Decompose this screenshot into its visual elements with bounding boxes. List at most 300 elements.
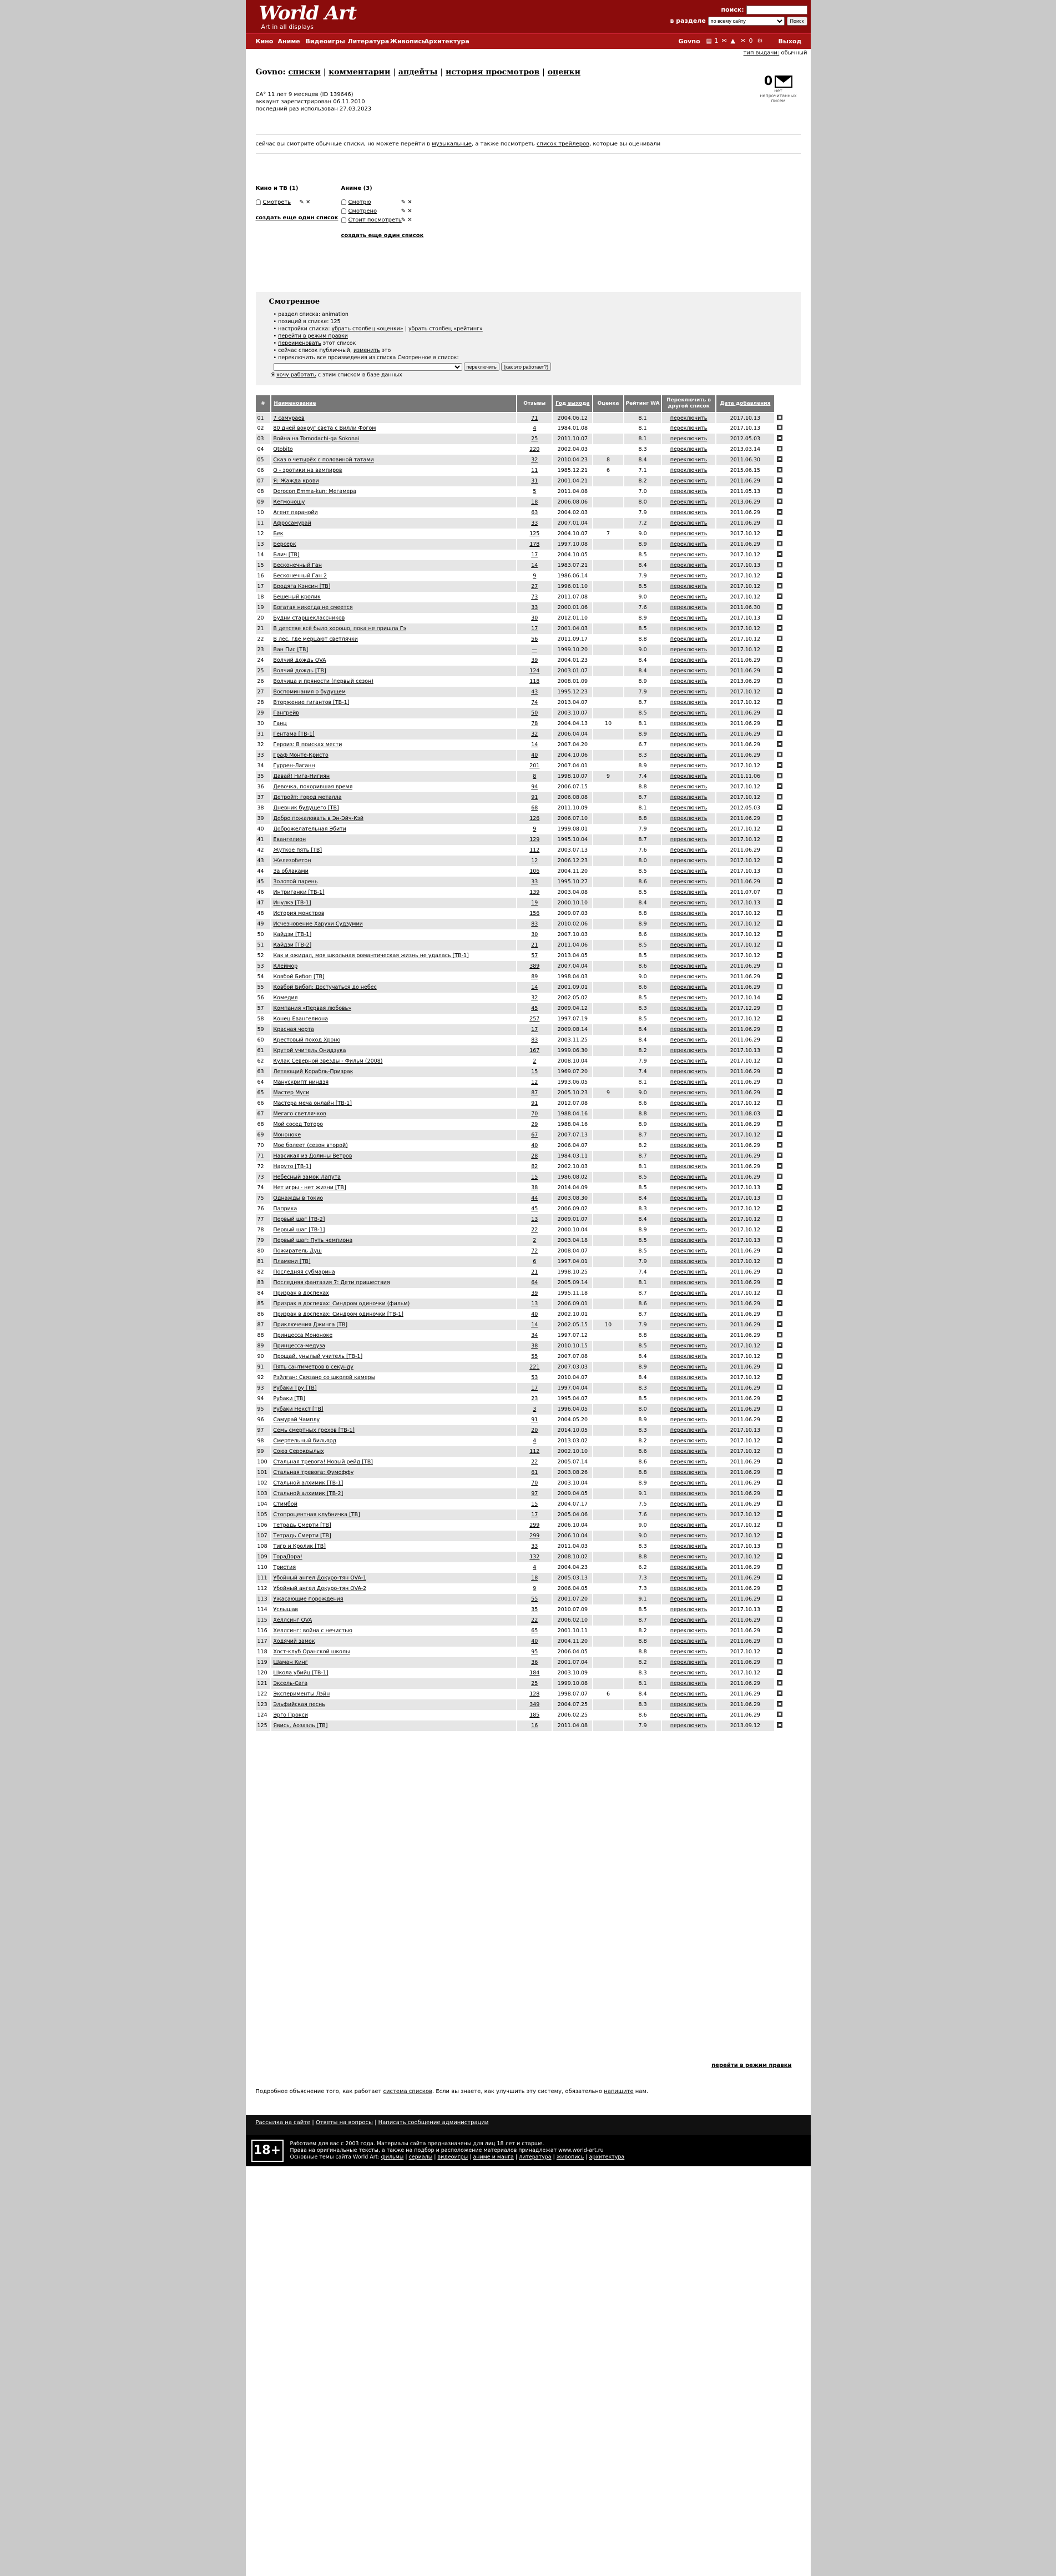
col-year-label[interactable]: Год выхода: [555, 400, 590, 406]
reviews-link[interactable]: 38: [531, 1343, 538, 1349]
move-link[interactable]: переключить: [670, 1681, 708, 1687]
target-list-select[interactable]: [274, 363, 462, 371]
title-link[interactable]: Бесконечный Ган: [273, 562, 322, 568]
reviews-link[interactable]: 72: [531, 1248, 538, 1254]
reviews-link[interactable]: 33: [531, 879, 538, 885]
reviews-link[interactable]: 201: [529, 763, 540, 769]
reviews-link[interactable]: 19: [531, 900, 538, 906]
trash-icon[interactable]: [777, 1490, 782, 1496]
trash-icon[interactable]: [777, 1469, 782, 1475]
title-link[interactable]: Давай! Нига-Нигиян: [273, 773, 330, 779]
trash-icon[interactable]: [777, 593, 782, 599]
reviews-link[interactable]: 12: [531, 858, 538, 864]
title-link[interactable]: Стальной алхимик [ТВ-2]: [273, 1491, 343, 1497]
title-link[interactable]: Афросамурай: [273, 520, 311, 526]
reviews-link[interactable]: 71: [531, 415, 538, 421]
title-link[interactable]: Последняя субмарина: [273, 1269, 335, 1275]
title-link[interactable]: ТораДора!: [273, 1554, 302, 1560]
title-link[interactable]: Инулкэ [ТВ-1]: [273, 900, 311, 906]
trash-icon[interactable]: [777, 699, 782, 705]
reviews-link[interactable]: 4: [533, 1438, 537, 1444]
search-button[interactable]: Поиск: [787, 17, 807, 26]
trash-icon[interactable]: [777, 467, 782, 472]
list-system-link[interactable]: система списков: [383, 2089, 432, 2095]
move-link[interactable]: переключить: [670, 1153, 708, 1159]
reviews-link[interactable]: 45: [531, 1206, 538, 1212]
reviews-link[interactable]: 55: [531, 1354, 538, 1360]
reviews-link[interactable]: 53: [531, 1375, 538, 1381]
trash-icon[interactable]: [777, 1047, 782, 1053]
list-link[interactable]: Смотреть: [262, 199, 291, 205]
move-link[interactable]: переключить: [670, 889, 708, 895]
section-select[interactable]: [708, 17, 785, 26]
reviews-link[interactable]: 14: [531, 562, 538, 568]
title-link[interactable]: Ковбой Бибоп: Достучаться до небес: [273, 984, 377, 990]
title-link[interactable]: Рубаки Некст [ТВ]: [273, 1406, 324, 1412]
title-link[interactable]: Рубаки [ТВ]: [273, 1396, 306, 1402]
title-link[interactable]: Бесконечный Ган 2: [273, 573, 327, 579]
reviews-link[interactable]: 128: [529, 1691, 540, 1697]
trash-icon[interactable]: [777, 541, 782, 546]
title-link[interactable]: Тристия: [273, 1564, 296, 1571]
rename-link[interactable]: переименовать: [278, 340, 321, 346]
reviews-link[interactable]: 17: [531, 552, 538, 558]
title-link[interactable]: Блич [ТВ]: [273, 552, 300, 558]
trash-icon[interactable]: [777, 1585, 782, 1591]
move-link[interactable]: переключить: [670, 1723, 708, 1729]
reviews-link[interactable]: 9: [533, 573, 537, 579]
create-list-link[interactable]: создать еще один список: [341, 233, 424, 239]
move-link[interactable]: переключить: [670, 1354, 708, 1360]
trash-icon[interactable]: [777, 1458, 782, 1464]
reviews-link[interactable]: 23: [531, 1396, 538, 1402]
trash-icon[interactable]: [777, 678, 782, 683]
move-link[interactable]: переключить: [670, 594, 708, 600]
reviews-link[interactable]: 32: [531, 731, 538, 737]
move-link[interactable]: переключить: [670, 773, 708, 779]
title-link[interactable]: Гентама [ТВ-1]: [273, 731, 315, 737]
title-link[interactable]: История монстров: [273, 910, 325, 917]
trash-icon[interactable]: [777, 910, 782, 915]
trash-icon[interactable]: [777, 973, 782, 979]
move-link[interactable]: переключить: [670, 1554, 708, 1560]
move-link[interactable]: переключить: [670, 689, 708, 695]
trash-icon[interactable]: [777, 1701, 782, 1707]
move-link[interactable]: переключить: [670, 1448, 708, 1455]
reviews-link[interactable]: 97: [531, 1491, 538, 1497]
move-link[interactable]: переключить: [670, 1100, 708, 1106]
reviews-link[interactable]: 112: [529, 847, 540, 853]
move-link[interactable]: переключить: [670, 942, 708, 948]
title-link[interactable]: Мегаго светлячков: [273, 1111, 326, 1117]
title-link[interactable]: Призрак в доспехах: [273, 1290, 329, 1296]
reviews-link[interactable]: 43: [531, 689, 538, 695]
trash-icon[interactable]: [777, 1385, 782, 1390]
trash-icon[interactable]: [777, 815, 782, 821]
title-link[interactable]: Эксперименты Лэйн: [273, 1691, 330, 1697]
trash-icon[interactable]: [777, 1364, 782, 1369]
trash-icon[interactable]: [777, 488, 782, 494]
move-link[interactable]: переключить: [670, 510, 708, 516]
move-link[interactable]: переключить: [670, 1533, 708, 1539]
music-lists-link[interactable]: музыкальные: [432, 141, 472, 147]
move-link[interactable]: переключить: [670, 1111, 708, 1117]
display-type-link[interactable]: тип выдачи:: [743, 50, 780, 56]
title-link[interactable]: Волчий дождь [ТВ]: [273, 668, 326, 674]
trash-icon[interactable]: [777, 1184, 782, 1190]
move-link[interactable]: переключить: [670, 1427, 708, 1433]
title-link[interactable]: Клеймор: [273, 963, 298, 969]
trash-icon[interactable]: [777, 1300, 782, 1306]
trash-icon[interactable]: [777, 1501, 782, 1506]
move-link[interactable]: переключить: [670, 742, 708, 748]
trash-icon[interactable]: [777, 456, 782, 462]
title-link[interactable]: Комедия: [273, 995, 298, 1001]
move-link[interactable]: переключить: [670, 826, 708, 832]
move-link[interactable]: переключить: [670, 1649, 708, 1655]
trash-icon[interactable]: [777, 1258, 782, 1264]
move-link[interactable]: переключить: [670, 1048, 708, 1054]
move-link[interactable]: переключить: [670, 1237, 708, 1244]
title-link[interactable]: Союз Серокрылых: [273, 1448, 324, 1455]
reviews-link[interactable]: 40: [531, 1638, 538, 1644]
move-link[interactable]: переключить: [670, 1438, 708, 1444]
title-link[interactable]: Пять сантиметров в секунду: [273, 1364, 353, 1370]
title-link[interactable]: Небесный замок Лапута: [273, 1174, 341, 1180]
reviews-link[interactable]: 33: [531, 1543, 538, 1549]
title-link[interactable]: Мое болеет (сезон второй): [273, 1143, 348, 1149]
title-link[interactable]: Золотой парень: [273, 879, 318, 885]
title-link[interactable]: Волчий дождь OVA: [273, 657, 326, 663]
trash-icon[interactable]: [777, 1226, 782, 1232]
trash-icon[interactable]: [777, 931, 782, 937]
trash-icon[interactable]: [777, 1110, 782, 1116]
title-link[interactable]: Явись, Аозаэль [ТВ]: [273, 1723, 328, 1729]
title-link[interactable]: Тетрадь Смерти [ТВ]: [273, 1533, 331, 1539]
reviews-link[interactable]: 74: [531, 700, 538, 706]
move-link[interactable]: переключить: [670, 847, 708, 853]
title-link[interactable]: Школа убийц [ТВ-1]: [273, 1670, 329, 1676]
title-link[interactable]: Смертельный бильярд: [273, 1438, 337, 1444]
delete-icon[interactable]: ✕: [407, 217, 412, 223]
move-link[interactable]: переключить: [670, 436, 708, 442]
mail-widget[interactable]: [756, 74, 801, 103]
reviews-link[interactable]: 91: [531, 1100, 538, 1106]
move-link[interactable]: переключить: [670, 425, 708, 431]
change-public-link[interactable]: изменить: [353, 348, 380, 354]
move-link[interactable]: переключить: [670, 1406, 708, 1412]
title-link[interactable]: Otobito: [273, 446, 293, 452]
trash-icon[interactable]: [777, 1416, 782, 1422]
trash-icon[interactable]: [777, 1195, 782, 1200]
move-link[interactable]: переключить: [670, 1702, 708, 1708]
move-link[interactable]: переключить: [670, 489, 708, 495]
reviews-link[interactable]: 83: [531, 1037, 538, 1043]
title-link[interactable]: Призрак в доспехах: Синдром одиночки [ТВ-1]: [273, 1311, 403, 1317]
reviews-link[interactable]: 30: [531, 932, 538, 938]
trash-icon[interactable]: [777, 1627, 782, 1633]
move-link[interactable]: переключить: [670, 478, 708, 484]
reviews-link[interactable]: 67: [531, 1132, 538, 1138]
trash-icon[interactable]: [777, 1174, 782, 1179]
list-link[interactable]: Стоит посмотреть: [348, 217, 402, 223]
trash-icon[interactable]: [777, 857, 782, 863]
reviews-link[interactable]: 6: [533, 1259, 537, 1265]
trash-icon[interactable]: [777, 1406, 782, 1411]
tab-ratings[interactable]: оценки: [547, 68, 581, 77]
trash-icon[interactable]: [777, 425, 782, 430]
move-link[interactable]: переключить: [670, 837, 708, 843]
move-link[interactable]: переключить: [670, 1058, 708, 1064]
trash-icon[interactable]: [777, 1574, 782, 1580]
move-link[interactable]: переключить: [670, 1491, 708, 1497]
move-link[interactable]: переключить: [670, 805, 708, 811]
reviews-link[interactable]: 17: [531, 1027, 538, 1033]
trash-icon[interactable]: [777, 562, 782, 567]
trash-icon[interactable]: [777, 615, 782, 620]
section-literature[interactable]: литература: [519, 2154, 552, 2160]
trash-icon[interactable]: [777, 1437, 782, 1443]
title-link[interactable]: Стальной алхимик [ТВ-1]: [273, 1480, 343, 1486]
title-link[interactable]: Кайдзи [ТВ-1]: [273, 932, 312, 938]
trash-icon[interactable]: [777, 1448, 782, 1453]
list-link[interactable]: Смотрю: [348, 199, 371, 205]
col-year[interactable]: [552, 395, 593, 412]
trash-icon[interactable]: [777, 1722, 782, 1728]
reviews-link[interactable]: 35: [531, 1607, 538, 1613]
trash-icon[interactable]: [777, 1121, 782, 1126]
hide-wa-rating-col-link[interactable]: убрать столбец «рейтинг»: [408, 326, 483, 332]
title-link[interactable]: Гуррен-Лаганн: [273, 763, 315, 769]
reviews-link[interactable]: 25: [531, 436, 538, 442]
trash-icon[interactable]: [777, 994, 782, 1000]
reviews-link[interactable]: 15: [531, 1069, 538, 1075]
reviews-link[interactable]: 20: [531, 1427, 538, 1433]
reviews-link[interactable]: 30: [531, 615, 538, 621]
move-link[interactable]: переключить: [670, 1311, 708, 1317]
section-anime[interactable]: аниме и манга: [473, 2154, 514, 2160]
move-link[interactable]: переключить: [670, 1016, 708, 1022]
reviews-link[interactable]: 9: [533, 826, 537, 832]
reviews-link[interactable]: 257: [529, 1016, 540, 1022]
nav-anime[interactable]: Аниме: [277, 38, 300, 45]
tab-updates[interactable]: апдейты: [398, 68, 438, 77]
move-link[interactable]: переключить: [670, 1480, 708, 1486]
trash-icon[interactable]: [777, 435, 782, 441]
reviews-link[interactable]: 87: [531, 1090, 538, 1096]
move-link[interactable]: переключить: [670, 763, 708, 769]
reviews-link[interactable]: 32: [531, 995, 538, 1001]
footer-mailing-link[interactable]: Рассылка на сайте: [255, 2120, 311, 2126]
title-link[interactable]: Принцесса Мононоке: [273, 1332, 333, 1339]
title-link[interactable]: Девочка, покорившая время: [273, 784, 353, 790]
reviews-link[interactable]: 27: [531, 583, 538, 590]
reviews-link[interactable]: 16: [531, 1723, 538, 1729]
trash-icon[interactable]: [777, 1669, 782, 1675]
move-link[interactable]: переключить: [670, 678, 708, 685]
move-link[interactable]: переключить: [670, 1638, 708, 1644]
reviews-link[interactable]: 82: [531, 1164, 538, 1170]
move-link[interactable]: переключить: [670, 415, 708, 421]
trash-icon[interactable]: [777, 783, 782, 789]
col-title[interactable]: [271, 395, 517, 412]
bell-icon[interactable]: ▲: [730, 37, 735, 44]
reviews-link[interactable]: 126: [529, 816, 540, 822]
move-link[interactable]: переключить: [670, 1691, 708, 1697]
reviews-link[interactable]: 21: [531, 1269, 538, 1275]
title-link[interactable]: Тигр и Кролик [ТВ]: [273, 1543, 326, 1549]
title-link[interactable]: Навсикая из Долины Ветров: [273, 1153, 352, 1159]
title-link[interactable]: Воспоминания о будущем: [273, 689, 346, 695]
reviews-link[interactable]: 14: [531, 984, 538, 990]
move-link[interactable]: переключить: [670, 900, 708, 906]
reviews-link[interactable]: 299: [529, 1522, 540, 1528]
title-link[interactable]: Граф Монте-Кристо: [273, 752, 329, 758]
edit-icon[interactable]: ✎: [401, 199, 406, 205]
trash-icon[interactable]: [777, 984, 782, 989]
title-link[interactable]: Доброжелательная Эбити: [273, 826, 346, 832]
edit-mode-link[interactable]: перейти в режим правки: [278, 333, 348, 339]
reviews-link[interactable]: 33: [531, 520, 538, 526]
move-link[interactable]: переключить: [670, 605, 708, 611]
title-link[interactable]: Жуткое пять [ТВ]: [273, 847, 322, 853]
move-link[interactable]: переключить: [670, 974, 708, 980]
trash-icon[interactable]: [777, 657, 782, 662]
title-link[interactable]: Ужасающие порождения: [273, 1596, 343, 1602]
title-link[interactable]: 80 дней вокруг света с Вилли Фогом: [273, 425, 376, 431]
reviews-link[interactable]: 21: [531, 942, 538, 948]
title-link[interactable]: Приключения Джинга [ТВ]: [273, 1322, 348, 1328]
title-link[interactable]: Тетрадь Смерти [ТВ]: [273, 1522, 331, 1528]
delete-icon[interactable]: ✕: [305, 199, 311, 205]
move-link[interactable]: переключить: [670, 1659, 708, 1666]
title-link[interactable]: Мастера меча онлайн [ТВ-1]: [273, 1100, 352, 1106]
move-link[interactable]: переключить: [670, 520, 708, 526]
trash-icon[interactable]: [777, 688, 782, 694]
trash-icon[interactable]: [777, 509, 782, 515]
trash-icon[interactable]: [777, 1058, 782, 1063]
title-link[interactable]: Ганц: [273, 721, 287, 727]
reviews-link[interactable]: 61: [531, 1470, 538, 1476]
messages-icon[interactable]: ✉: [740, 37, 746, 44]
move-link[interactable]: переключить: [670, 1174, 708, 1180]
logout-link[interactable]: Выход: [778, 38, 802, 45]
reviews-link[interactable]: 22: [531, 1617, 538, 1623]
reviews-link[interactable]: 125: [529, 531, 540, 537]
move-link[interactable]: переключить: [670, 1375, 708, 1381]
reviews-link[interactable]: 17: [531, 1512, 538, 1518]
move-link[interactable]: переключить: [670, 1037, 708, 1043]
reviews-link[interactable]: 139: [529, 889, 540, 895]
title-link[interactable]: Война на Tomodachi-ga Sokonai: [273, 436, 360, 442]
move-link[interactable]: переключить: [670, 1069, 708, 1075]
trash-icon[interactable]: [777, 667, 782, 673]
reviews-link[interactable]: 95: [531, 1649, 538, 1655]
list-icon[interactable]: ▤: [706, 37, 712, 44]
trash-icon[interactable]: [777, 1311, 782, 1316]
reviews-link[interactable]: —: [532, 647, 538, 653]
title-link[interactable]: Мононоке: [273, 1132, 301, 1138]
trash-icon[interactable]: [777, 836, 782, 842]
title-link[interactable]: Летающий Корабль-Призрак: [273, 1069, 353, 1075]
move-link[interactable]: переключить: [670, 636, 708, 642]
trash-icon[interactable]: [777, 1617, 782, 1622]
reviews-link[interactable]: 28: [531, 1153, 538, 1159]
move-link[interactable]: переключить: [670, 1670, 708, 1676]
move-link[interactable]: переключить: [670, 816, 708, 822]
reviews-link[interactable]: 17: [531, 1385, 538, 1391]
title-link[interactable]: Кулак Северной звезды - Фильм (2008): [273, 1058, 383, 1064]
settings-icon[interactable]: ⚙: [757, 37, 763, 44]
move-link[interactable]: переключить: [670, 752, 708, 758]
move-link[interactable]: переключить: [670, 1712, 708, 1718]
title-link[interactable]: Эксель-Сага: [273, 1681, 308, 1687]
reviews-link[interactable]: 5: [533, 489, 537, 495]
title-link[interactable]: Dorocon Emma-kun: Мегамера: [273, 489, 357, 495]
reviews-link[interactable]: 63: [531, 510, 538, 516]
reviews-link[interactable]: 8: [533, 773, 537, 779]
reviews-link[interactable]: 17: [531, 626, 538, 632]
reviews-link[interactable]: 106: [529, 868, 540, 874]
title-link[interactable]: Пожиратель Душ: [273, 1248, 322, 1254]
trash-icon[interactable]: [777, 1247, 782, 1253]
reviews-link[interactable]: 12: [531, 1079, 538, 1085]
title-link[interactable]: Бек: [273, 531, 284, 537]
trash-icon[interactable]: [777, 1205, 782, 1211]
move-link[interactable]: переключить: [670, 531, 708, 537]
reviews-link[interactable]: 156: [529, 910, 540, 917]
move-link[interactable]: переключить: [670, 457, 708, 463]
nav-literature[interactable]: Литература: [347, 38, 390, 45]
move-link[interactable]: переключить: [670, 573, 708, 579]
title-link[interactable]: Пламени [ТВ]: [273, 1259, 311, 1265]
col-title-label[interactable]: Наименование: [274, 400, 316, 406]
site-logo[interactable]: World Art: [259, 2, 357, 24]
title-link[interactable]: Ходячий замок: [273, 1638, 315, 1644]
trash-icon[interactable]: [777, 1068, 782, 1074]
reviews-link[interactable]: 22: [531, 1227, 538, 1233]
move-link[interactable]: переключить: [670, 446, 708, 452]
trash-icon[interactable]: [777, 1279, 782, 1285]
reviews-link[interactable]: 34: [531, 1332, 538, 1339]
title-link[interactable]: 7 самураев: [273, 415, 305, 421]
trash-icon[interactable]: [777, 1638, 782, 1643]
section-series[interactable]: сериалы: [408, 2154, 433, 2160]
trash-icon[interactable]: [777, 963, 782, 968]
reviews-link[interactable]: 185: [529, 1712, 540, 1718]
title-link[interactable]: Эльфийская песнь: [273, 1702, 325, 1708]
title-link[interactable]: За облаками: [273, 868, 309, 874]
move-link[interactable]: переключить: [670, 626, 708, 632]
trash-icon[interactable]: [777, 868, 782, 873]
col-date-label[interactable]: Дата добавления: [720, 400, 771, 406]
section-films[interactable]: фильмы: [381, 2154, 404, 2160]
reviews-link[interactable]: 184: [529, 1670, 540, 1676]
move-link[interactable]: переключить: [670, 1290, 708, 1296]
trash-icon[interactable]: [777, 1690, 782, 1696]
move-link[interactable]: переключить: [670, 858, 708, 864]
move-link[interactable]: переключить: [670, 1216, 708, 1222]
reviews-link[interactable]: 4: [533, 1564, 537, 1571]
nav-games[interactable]: Видеоигры: [305, 38, 345, 45]
move-link[interactable]: переключить: [670, 1280, 708, 1286]
move-link[interactable]: переключить: [670, 1501, 708, 1507]
tab-lists[interactable]: списки: [288, 68, 321, 77]
trash-icon[interactable]: [777, 1511, 782, 1517]
move-link[interactable]: переключить: [670, 794, 708, 801]
move-link[interactable]: переключить: [670, 710, 708, 716]
reviews-link[interactable]: 91: [531, 794, 538, 801]
